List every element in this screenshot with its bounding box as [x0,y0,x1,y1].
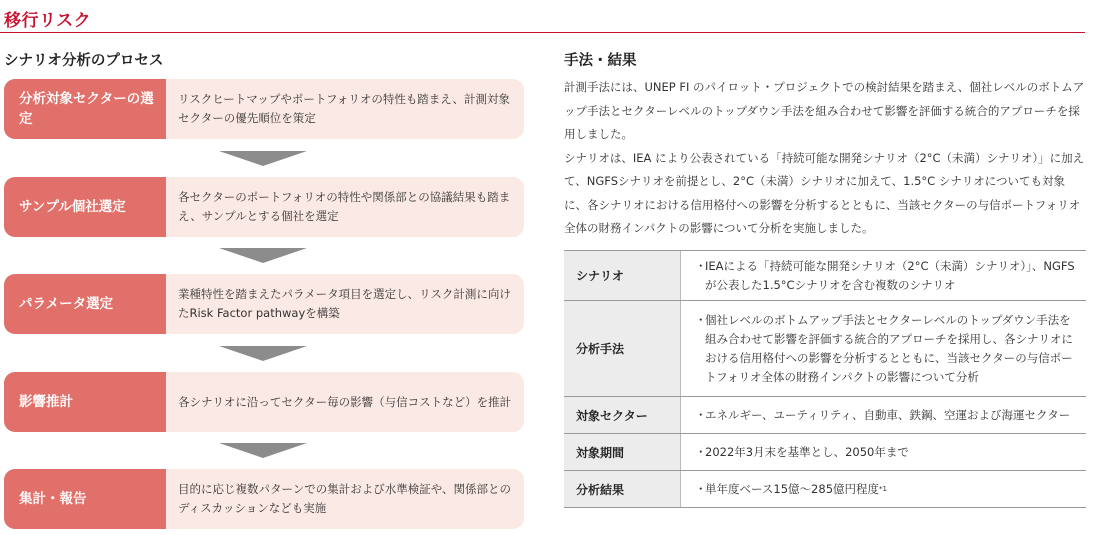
row-header: 分析結果 [564,471,681,508]
row-value: ・ 単年度ベース15億～285億円程度 *1 [681,471,1087,508]
table-row [564,471,1086,508]
process-step-impact-estimation [4,372,524,432]
step-label: パラメータ選定 [4,274,166,334]
row-value: ・ 2022年3月末を基準とし、2050年まで [681,434,1087,471]
table-row [564,397,1086,434]
row-header: 対象セクター [564,397,681,434]
down-arrow-icon [219,443,307,458]
row-header: 分析手法 [564,301,681,397]
row-value: ・ IEAによる「持続可能な開発シナリオ（2°C（未満）シナリオ）」、NGFSが公表した1.5°Cシナリオを含む複数のシナリオ [681,251,1087,301]
step-label: サンプル個社選定 [4,177,166,237]
step-description: 目的に応じ複数パターンでの集計および水準検証や、関係部とのディスカッションなども実施 [166,469,524,529]
step-label: 分析対象セクターの選定 [4,79,166,139]
row-header: シナリオ [564,251,681,301]
results-body [564,76,1086,241]
process-step-aggregation-report [4,469,524,529]
table-row [564,251,1086,301]
page-title: 移行リスク [4,11,92,31]
step-label: 影響推計 [4,372,166,432]
scenario-paragraph: シナリオは、IEA により公表されている「持続可能な開発シナリオ（2°C（未満）シナリオ）」に加えて、NGFSシナリオを前提とし、2°C（未満）シナリオに加えて、1.5°C シナリオについても対象に、各シナリオにおける信用格付への影響を分析するとともに、当該セクターの与信ポートフォリオ全体の財務インパクトの影響について分析を実施しました。 [564,150,1085,235]
process-step-parameter-selection [4,274,524,334]
bullet: ・ [695,444,707,459]
footnote-marker: *1 [879,484,887,493]
down-arrow-icon [219,346,307,361]
bullet: ・ [695,481,707,496]
results-heading: 手法・結果 [564,53,637,69]
title-divider [0,32,1085,33]
row-value: ・ 個社レベルのボトムアップ手法とセクターレベルのトップダウン手法を組み合わせて影響を評価する統合的アプローチを採用し、各シナリオにおける信用格付への影響を分析するとともに、当該セクターの与信ポートフォリオ全体の財務インパクトの影響について分析 [681,301,1087,397]
down-arrow-icon [219,248,307,263]
bullet: ・ [695,312,707,327]
process-heading: シナリオ分析のプロセス [4,53,164,69]
process-step-sample-selection [4,177,524,237]
results-table [564,250,1086,508]
step-description: リスクヒートマップやポートフォリオの特性も踏まえ、計測対象セクターの優先順位を策定 [166,79,524,139]
step-description: 業種特性を踏まえたパラメータ項目を選定し、リスク計測に向けたRisk Factor pathwayを構築 [166,274,524,334]
table-row [564,301,1086,397]
table-row [564,434,1086,471]
process-step-sector-selection [4,79,524,139]
methodology-paragraph: 計測手法には、UNEP FI のパイロット・プロジェクトでの検討結果を踏まえ、個社レベルのボトムアップ手法とセクターレベルのトップダウン手法を組み合わせて影響を評価する統合的アプローチを採用しました。 [564,80,1085,141]
row-value: ・ エネルギー、ユーティリティ、自動車、鉄鋼、空運および海運セクター [681,397,1087,434]
bullet: ・ [695,258,707,273]
step-description: 各シナリオに沿ってセクター毎の影響（与信コストなど）を推計 [166,372,524,432]
step-label: 集計・報告 [4,469,166,529]
down-arrow-icon [219,151,307,166]
bullet: ・ [695,407,707,422]
row-header: 対象期間 [564,434,681,471]
step-description: 各セクターのポートフォリオの特性や関係部との協議結果も踏まえ、サンプルとする個社を選定 [166,177,524,237]
